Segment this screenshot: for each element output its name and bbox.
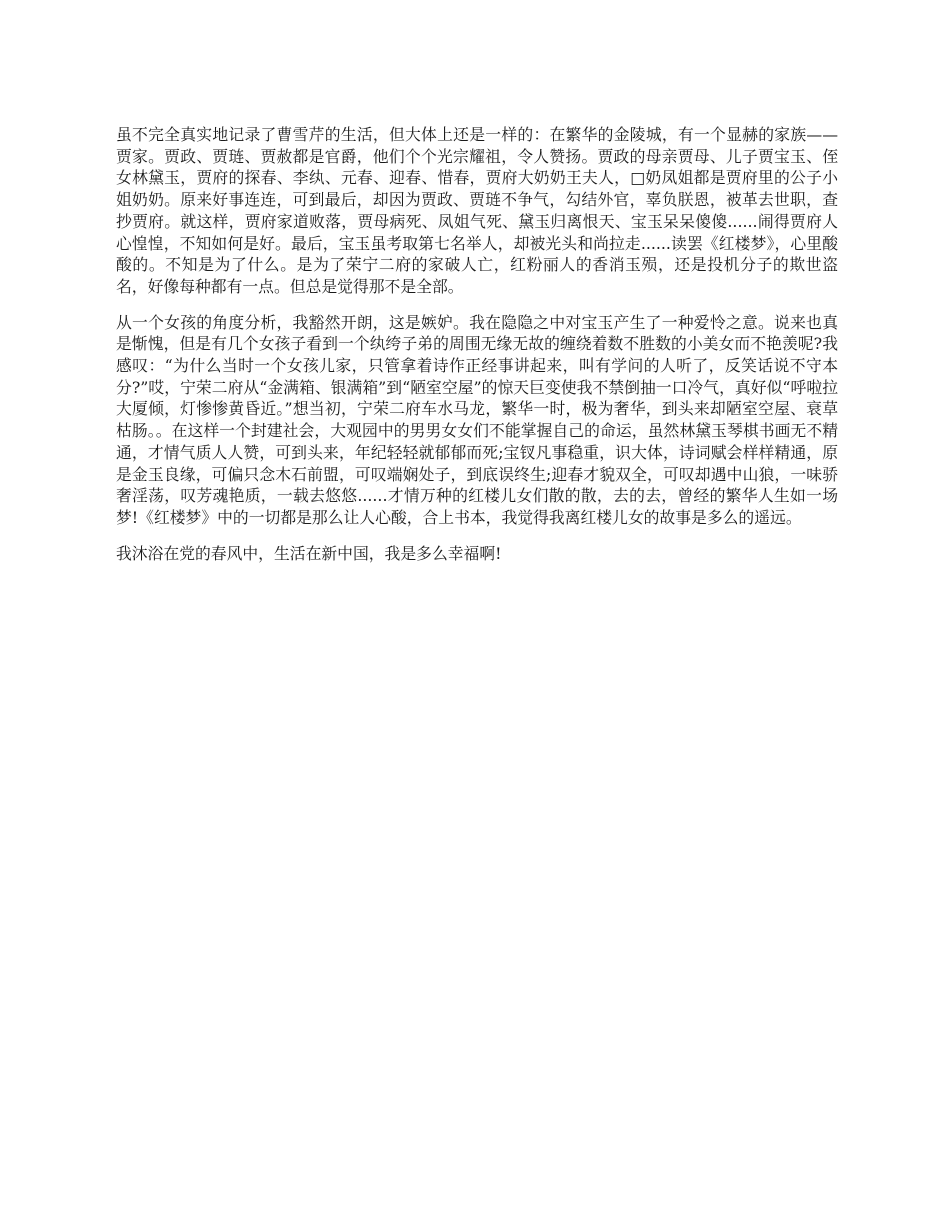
document-page	[116, 124, 838, 578]
paragraph-3: 我沐浴在党的春风中，生活在新中国，我是多么幸福啊!	[116, 543, 502, 563]
paragraph-2: 从一个女孩的角度分析，我豁然开朗，这是嫉妒。我在隐隐之中对宝玉产生了一种爱怜之意。说来也真是惭愧，但是有几个女孩子看到一个纨绔子弟的周围无缘无故的缠绕着数不胜数的小美女而不艳羡呢?我感叹：“为什么当时一个女孩儿家，只管拿着诗作正经事讲起来，叫有学问的人听了，反笑话说不守本分?”哎，宁荣二府从“金满箱、银满箱”到“陋室空屋”的惊天巨变使我不禁倒抽一口冷气，真好似“呼啦拉大厦倾，灯惨惨黄昏近。”想当初，宁荣二府车水马龙，繁华一时，极为奢华，到头来却陋室空屋、衰草枯肠。。在这样一个封建社会，大观园中的男男女女们不能掌握自己的命运，虽然林黛玉琴棋书画无不精通，才情气质人人赞，可到头来，年纪轻轻就郁郁而死;宝钗凡事稳重，识大体，诗词赋会样样精通，原是金玉良缘，可偏只念木石前盟，可叹端娴处子，到底误终生;迎春才貌双全，可叹却遇中山狼，一味骄奢淫荡，叹芳魂艳质，一载去悠悠......才情万种的红楼儿女们散的散，去的去，曾经的繁华人生如一场梦!《红楼梦》中的一切都是那么让人心酸，合上书本，我觉得我离红楼儿女的故事是多么的遥远。	[116, 312, 838, 527]
paragraph-1: 虽不完全真实地记录了曹雪芹的生活，但大体上还是一样的：在繁华的金陵城，有一个显赫的家族——贾家。贾政、贾琏、贾赦都是官爵，他们个个光宗耀祖，令人赞扬。贾政的母亲贾母、儿子贾宝玉、侄女林黛玉，贾府的探春、李纨、元春、迎春、惜春，贾府大奶奶王夫人，□奶凤姐都是贾府里的公子小姐奶奶。原来好事连连，可到最后，却因为贾政、贾琏不争气，勾结外官，辜负朕恩，被革去世职，查抄贾府。就这样，贾府家道败落，贾母病死、凤姐气死、黛玉归离恨天、宝玉呆呆傻傻......闹得贾府人心惶惶，不知如何是好。最后，宝玉虽考取第七名举人，却被光头和尚拉走......读罢《红楼梦》，心里酸酸的。不知是为了什么。是为了荣宁二府的家破人亡，红粉丽人的香消玉殒，还是投机分子的欺世盗名，好像每种都有一点。但总是觉得那不是全部。	[116, 125, 838, 296]
